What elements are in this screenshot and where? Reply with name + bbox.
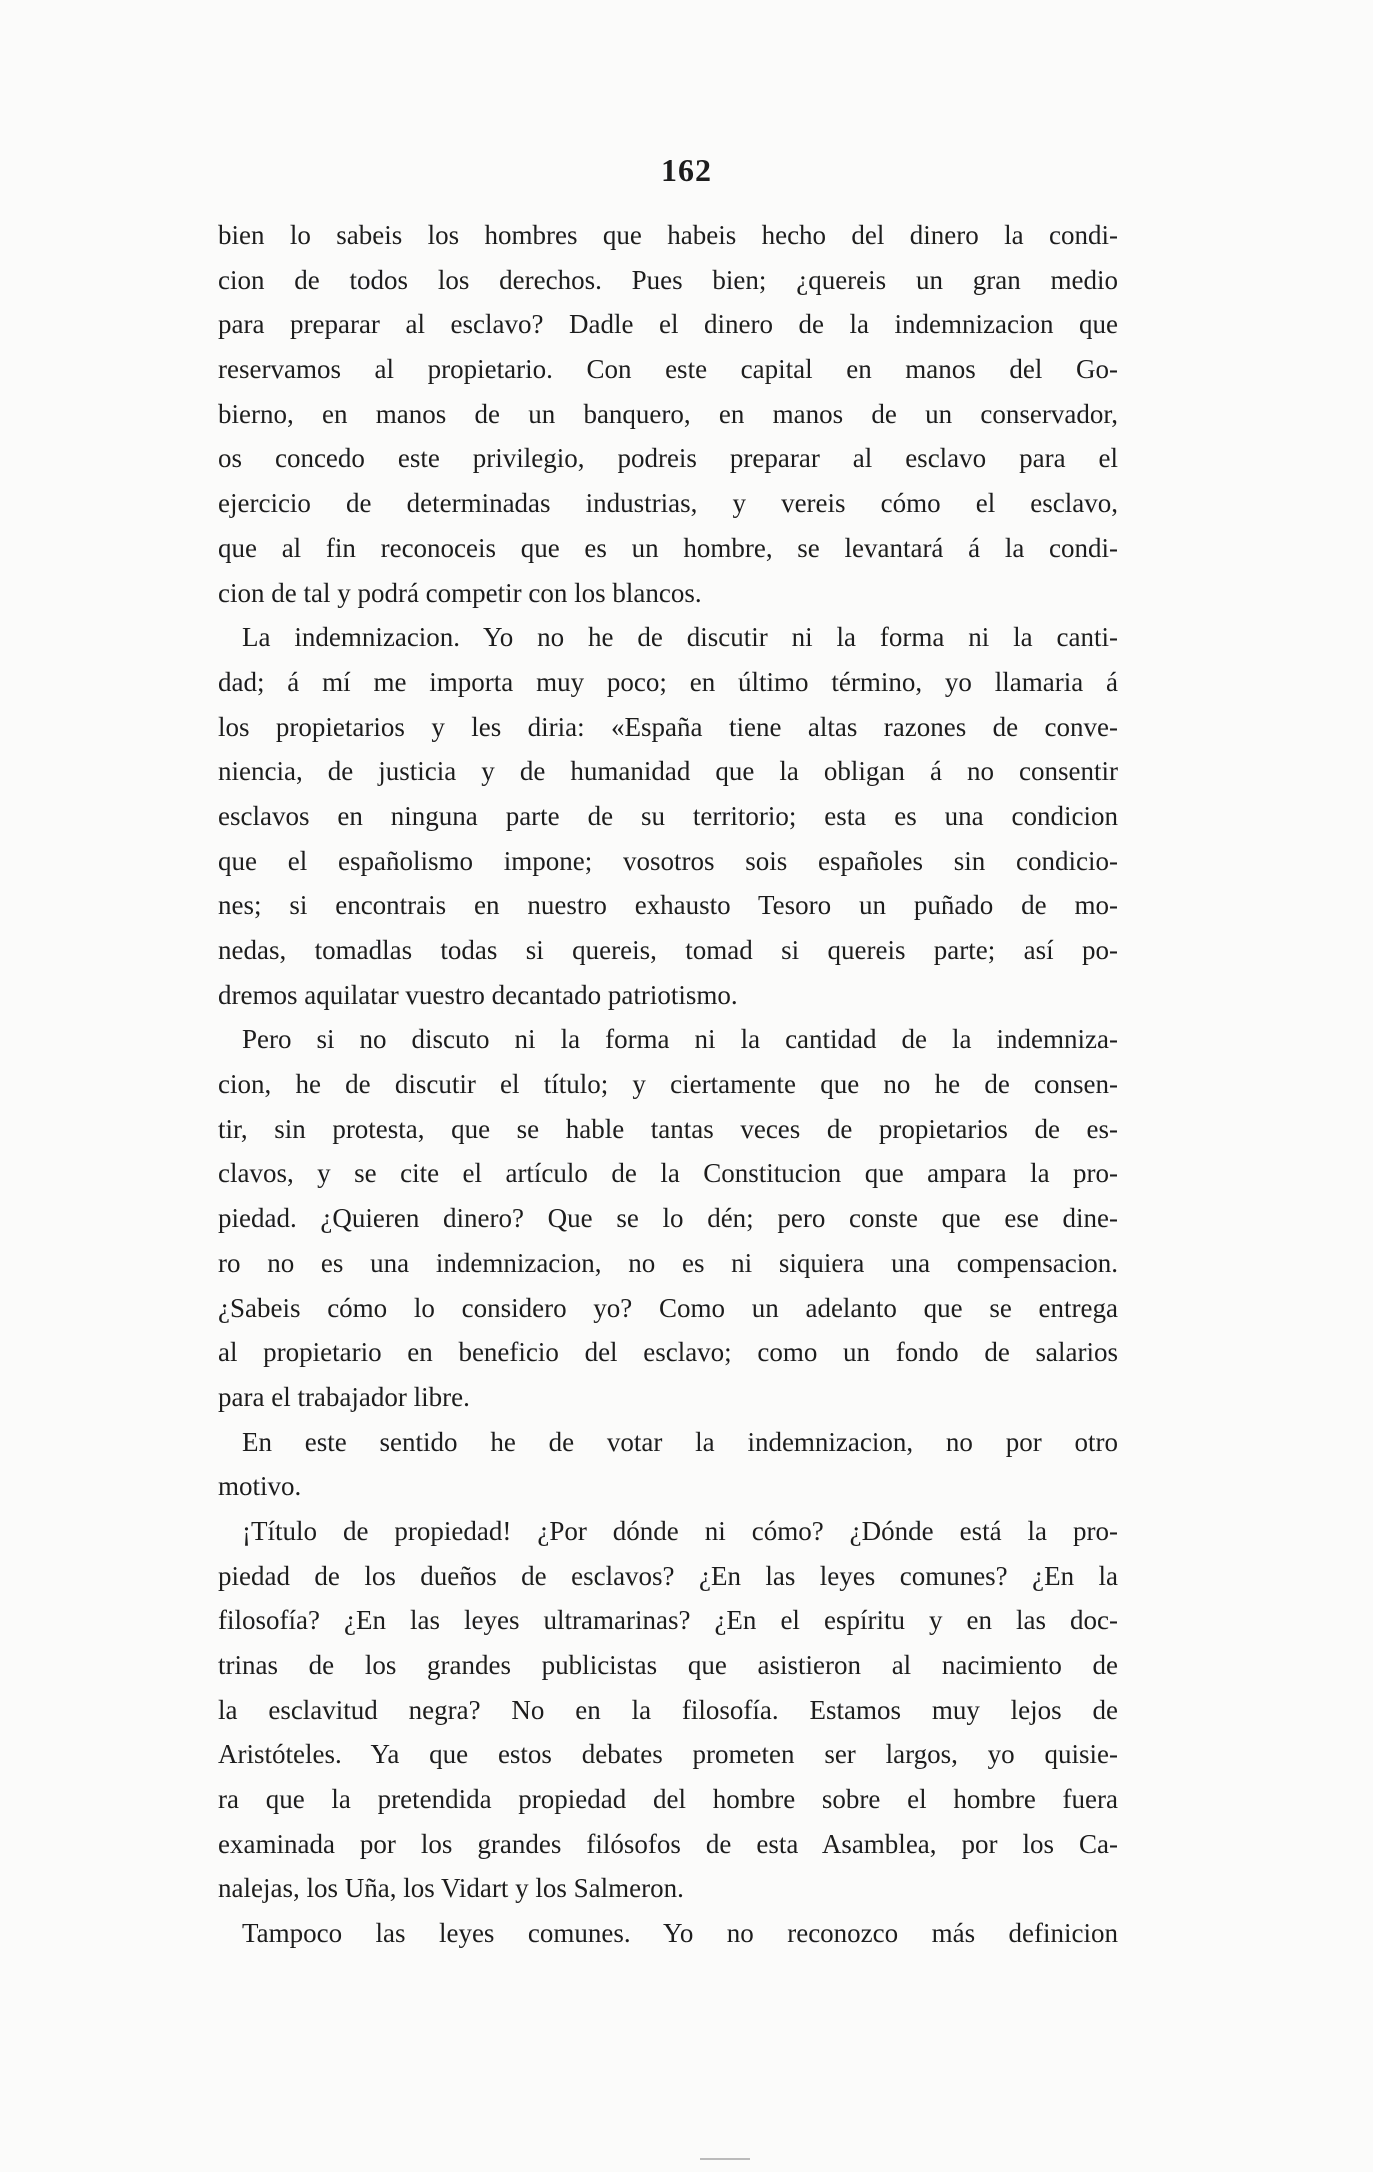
text-line: filosofía? ¿En las leyes ultramarinas? ¿En el espíritu y en las doc- — [218, 1605, 1118, 1636]
text-line: reservamos al propietario. Con este capital en manos del Go- — [218, 354, 1118, 385]
text-line: dad; á mí me importa muy poco; en último término, yo llamaria á — [218, 666, 1118, 697]
text-line: ra que la pretendida propiedad del hombre sobre el hombre fuera — [218, 1784, 1118, 1815]
text-line: niencia, de justicia y de humanidad que la obligan á no consentir — [218, 756, 1118, 787]
text-line: cion de tal y podrá competir con los blancos. — [218, 577, 702, 608]
text-line: ejercicio de determinadas industrias, y vereis cómo el esclavo, — [218, 488, 1118, 519]
text-line: esclavos en ninguna parte de su territorio; esta es una condicion — [218, 800, 1118, 831]
text-line: piedad. ¿Quieren dinero? Que se lo dén; pero conste que ese dine- — [218, 1203, 1118, 1234]
text-line: Pero si no discuto ni la forma ni la cantidad de la indemniza- — [242, 1024, 1118, 1055]
text-line: cion de todos los derechos. Pues bien; ¿quereis un gran medio — [218, 264, 1118, 295]
text-line: que al fin reconoceis que es un hombre, se levantará á la condi- — [218, 532, 1118, 563]
text-line: para el trabajador libre. — [218, 1381, 470, 1412]
text-line: nes; si encontrais en nuestro exhausto Tesoro un puñado de mo- — [218, 890, 1118, 921]
body-text — [218, 213, 1118, 1956]
text-line: tir, sin protesta, que se hable tantas veces de propietarios de es- — [218, 1113, 1118, 1144]
text-line: nalejas, los Uña, los Vidart y los Salmeron. — [218, 1873, 684, 1904]
text-line: La indemnizacion. Yo no he de discutir ni la forma ni la canti- — [242, 622, 1118, 653]
text-line: Tampoco las leyes comunes. Yo no reconozco más definicion — [242, 1918, 1118, 1949]
text-line: ¿Sabeis cómo lo considero yo? Como un adelanto que se entrega — [218, 1292, 1118, 1323]
page-number: 162 — [661, 152, 712, 188]
text-line: ¡Título de propiedad! ¿Por dónde ni cómo? ¿Dónde está la pro- — [242, 1515, 1118, 1546]
page-edge-mark — [700, 2158, 750, 2160]
text-line: Aristóteles. Ya que estos debates prometen ser largos, yo quisie- — [218, 1739, 1118, 1770]
text-line: los propietarios y les diria: «España tiene altas razones de conve- — [218, 711, 1118, 742]
text-line: cion, he de discutir el título; y ciertamente que no he de consen- — [218, 1069, 1118, 1100]
text-line: la esclavitud negra? No en la filosofía. Estamos muy lejos de — [218, 1694, 1118, 1725]
text-line: motivo. — [218, 1471, 302, 1502]
text-line: bierno, en manos de un banquero, en manos de un conservador, — [218, 398, 1118, 429]
text-line: dremos aquilatar vuestro decantado patriotismo. — [218, 979, 738, 1010]
text-line: para preparar al esclavo? Dadle el dinero de la indemnizacion que — [218, 309, 1118, 340]
text-line: En este sentido he de votar la indemnizacion, no por otro — [242, 1426, 1118, 1457]
text-line: nedas, tomadlas todas si quereis, tomad si quereis parte; así po- — [218, 935, 1118, 965]
text-line: ro no es una indemnizacion, no es ni siquiera una compensacion. — [218, 1247, 1118, 1278]
text-line: os concedo este privilegio, podreis preparar al esclavo para el — [218, 443, 1118, 474]
text-line: bien lo sabeis los hombres que habeis hecho del dinero la condi- — [218, 220, 1118, 250]
text-line: piedad de los dueños de esclavos? ¿En las leyes comunes? ¿En la — [218, 1560, 1118, 1591]
text-line: examinada por los grandes filósofos de esta Asamblea, por los Ca- — [218, 1828, 1118, 1859]
text-line: trinas de los grandes publicistas que asistieron al nacimiento de — [218, 1650, 1118, 1680]
text-line: que el españolismo impone; vosotros sois españoles sin condicio- — [218, 845, 1118, 876]
text-line: al propietario en beneficio del esclavo; como un fondo de salarios — [218, 1337, 1118, 1368]
text-line: clavos, y se cite el artículo de la Constitucion que ampara la pro- — [218, 1158, 1118, 1189]
